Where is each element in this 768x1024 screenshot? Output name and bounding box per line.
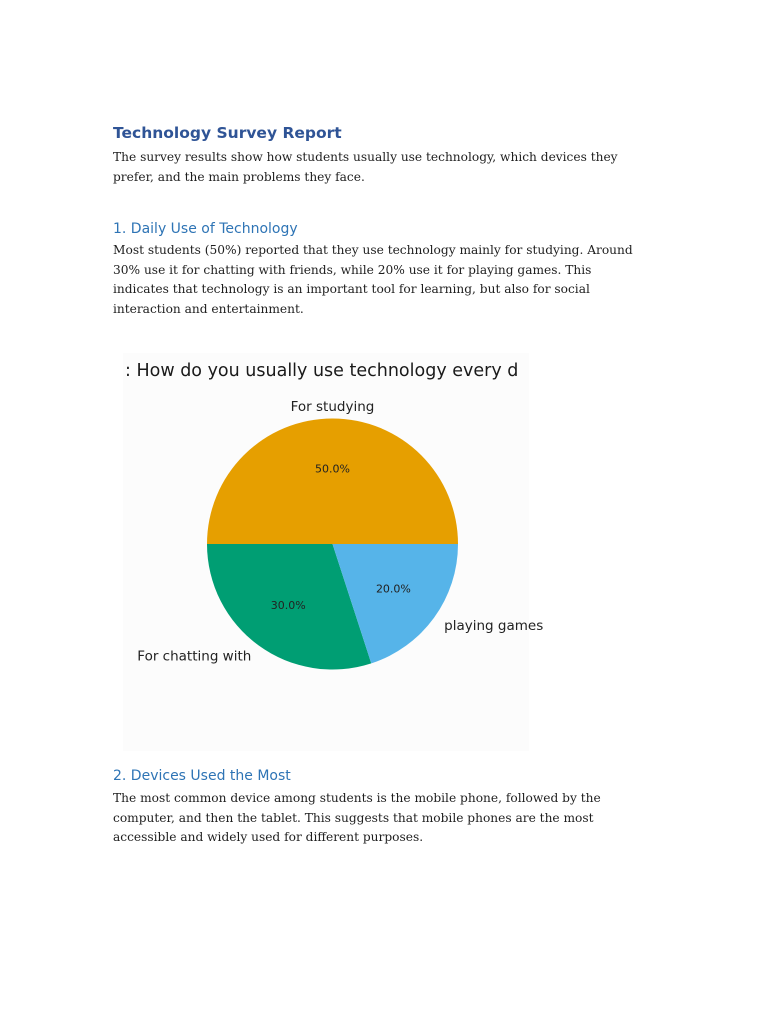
slice-percent-label: 20.0% xyxy=(375,582,411,596)
section-heading-devices: 2. Devices Used the Most xyxy=(113,768,291,784)
intro-paragraph: The survey results show how students usually use technology, which devices they prefer, and the main problems they face. xyxy=(113,150,618,184)
slice-percent-label: 50.0% xyxy=(315,462,350,476)
section-body-daily-use: Most students (50%) reported that they use technology mainly for studying. Around 30% use it for chatting with friends, while 20% use it for playing games. This indicates that technology is an important tool for learning, but also for social interaction and entertainment. xyxy=(113,243,633,317)
chart-title: : How do you usually use technology every d xyxy=(125,361,519,381)
slice-category-label: playing games xyxy=(444,618,544,635)
pie-chart xyxy=(123,353,544,751)
section-heading-daily-use: 1. Daily Use of Technology xyxy=(113,221,298,237)
document-title: Technology Survey Report xyxy=(113,124,342,142)
pie-slice xyxy=(207,419,458,545)
slice-category-label: For chatting with xyxy=(137,648,252,665)
slice-category-label: For studying xyxy=(290,398,375,415)
slice-percent-label: 30.0% xyxy=(270,598,306,612)
pie-chart-figure xyxy=(123,353,544,751)
section-body-devices: The most common device among students is the mobile phone, followed by the computer, and then the tablet. This suggests that mobile phones are the most accessible and widely used for different purposes. xyxy=(113,791,601,845)
